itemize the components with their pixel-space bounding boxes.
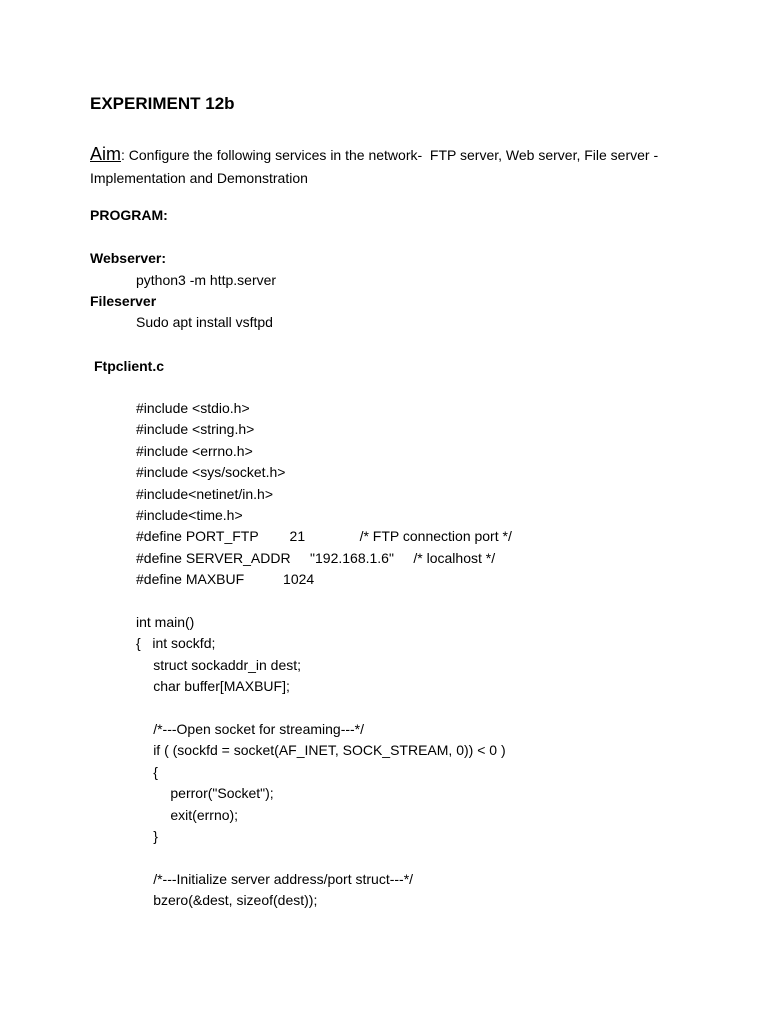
code-line: #include<netinet/in.h> xyxy=(136,485,273,502)
aim-text-continued: Implementation and Demonstration xyxy=(90,170,308,186)
code-line: if ( (sockfd = socket(AF_INET, SOCK_STREAM, 0)) < 0 ) xyxy=(153,742,506,759)
code-line: #include <errno.h> xyxy=(136,442,253,459)
code-line: struct sockaddr_in dest; xyxy=(153,656,302,673)
webserver-heading: Webserver: xyxy=(90,250,167,266)
code-line: #define PORT_FTP 21 /* FTP connection port */ xyxy=(136,528,512,545)
document-title: EXPERIMENT 12b xyxy=(90,94,235,113)
code-line: #include <string.h> xyxy=(136,421,255,438)
code-line: #include <sys/socket.h> xyxy=(136,464,286,481)
code-line: #include <stdio.h> xyxy=(136,400,250,416)
code-line: { xyxy=(153,763,158,780)
webserver-command: python3 -m http.server xyxy=(136,272,277,288)
aim-label: Aim xyxy=(90,144,121,164)
code-line: { int sockfd; xyxy=(136,635,216,652)
code-line: char buffer[MAXBUF]; xyxy=(153,678,290,695)
code-line: bzero(&dest, sizeof(dest)); xyxy=(153,892,318,909)
code-line: #define SERVER_ADDR "192.168.1.6" /* localhost */ xyxy=(136,549,496,566)
code-line: exit(errno); xyxy=(170,806,239,823)
aim-colon: : xyxy=(121,147,129,163)
aim-text: Configure the following services in the network- FTP server, Web server, File server - xyxy=(128,147,659,163)
program-heading: PROGRAM: xyxy=(90,207,168,223)
fileserver-command: Sudo apt install vsftpd xyxy=(136,314,273,330)
fileserver-heading: Fileserver xyxy=(90,293,157,309)
code-line: int main() xyxy=(136,614,195,630)
ftpclient-heading: Ftpclient.c xyxy=(94,358,165,374)
aim-line xyxy=(90,145,658,163)
code-line: /*---Initialize server address/port struct---*/ xyxy=(153,870,414,887)
code-line: /*---Open socket for streaming---*/ xyxy=(153,721,365,737)
code-line: #include<time.h> xyxy=(136,507,243,523)
code-line: } xyxy=(153,828,158,844)
code-line: #define MAXBUF 1024 xyxy=(136,571,315,588)
code-line: perror("Socket"); xyxy=(170,785,274,802)
